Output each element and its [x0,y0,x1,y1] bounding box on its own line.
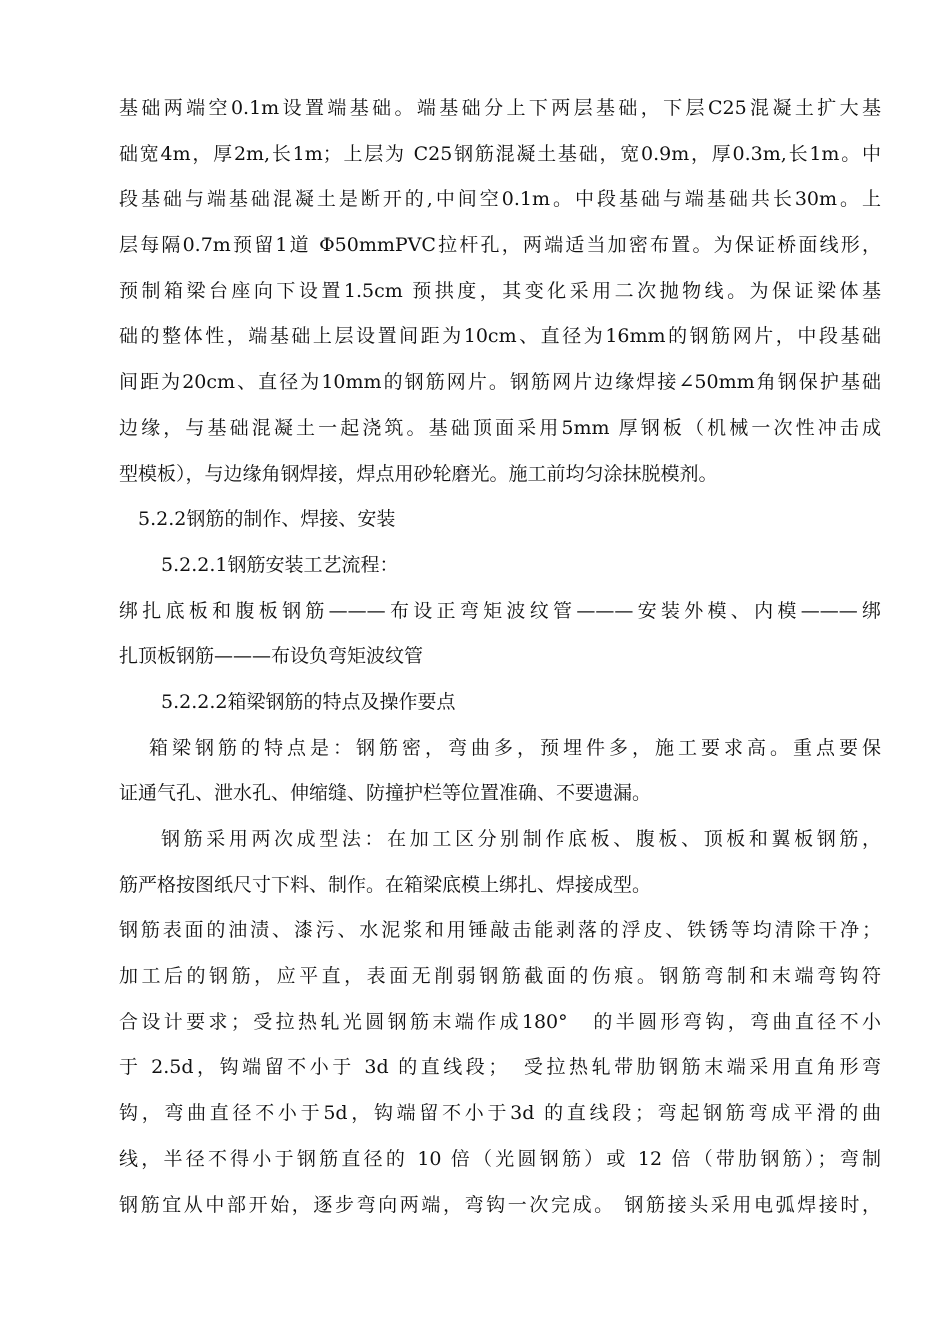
text-line: 钩，弯曲直径不小于5d，钩端留不小于3d 的直线段；弯起钢筋弯成平滑的曲 [119,1102,881,1125]
text-line: 合设计要求；受拉热轧光圆钢筋末端作成180° 的半圆形弯钩，弯曲直径不小 [119,1010,881,1033]
text-line: 钢筋采用两次成型法：在加工区分别制作底板、腹板、顶板和翼板钢筋， [161,828,881,850]
text-line: 扎顶板钢筋———布设负弯矩波纹管 [119,645,424,668]
text-line: 预制箱梁台座向下设置1.5cm 预拱度，其变化采用二次抛物线。为保证梁体基 [119,279,881,302]
text-line: 钢筋宜从中部开始，逐步弯向两端，弯钩一次完成。 钢筋接头采用电弧焊接时， [119,1193,881,1216]
text-line: 钢筋表面的油渍、漆污、水泥浆和用锤敲击能剥落的浮皮、铁锈等均清除干净； [119,919,881,942]
text-line: 绑扎底板和腹板钢筋———布设正弯矩波纹管———安装外模、内模———绑 [119,599,881,622]
text-line: 型模板），与边缘角钢焊接，焊点用砂轮磨光。施工前均匀涂抹脱模剂。 [119,462,718,485]
text-line: 证通气孔、泄水孔、伸缩缝、防撞护栏等位置准确、不要遗漏。 [119,782,652,805]
text-line: 筋严格按图纸尺寸下料、制作。在箱梁底模上绑扎、焊接成型。 [119,873,652,896]
section-heading: 5.2.2钢筋的制作、焊接、安装 [138,508,396,531]
text-line: 层每隔0.7m预留1道 Φ50mmPVC拉杆孔，两端适当加密布置。为保证桥面线形， [119,234,881,257]
text-line: 基础两端空0.1m设置端基础。端基础分上下两层基础，下层C25混凝土扩大基 [119,97,881,119]
text-line: 线，半径不得小于钢筋直径的 10 倍（光圆钢筋）或 12 倍（带肋钢筋）；弯制 [119,1147,881,1170]
text-line: 础宽4m，厚2m,长1m；上层为 C25钢筋混凝土基础，宽0.9m，厚0.3m,长1m。中 [119,142,881,165]
document-body [119,86,881,1228]
text-line: 间距为20cm、直径为10mm的钢筋网片。钢筋网片边缘焊接∠50mm角钢保护基础 [119,371,881,394]
text-line: 边缘，与基础混凝土一起浇筑。基础顶面采用5mm 厚钢板（机械一次性冲击成 [119,416,881,439]
text-line: 段基础与端基础混凝土是断开的,中间空0.1m。中段基础与端基础共长30m。上 [119,188,881,211]
subsection-heading: 5.2.2.2箱梁钢筋的特点及操作要点 [161,690,456,713]
text-line: 箱梁钢筋的特点是：钢筋密，弯曲多，预埋件多，施工要求高。重点要保 [149,736,881,759]
text-line: 于 2.5d，钩端留不小于 3d 的直线段； 受拉热轧带肋钢筋末端采用直角形弯 [119,1056,881,1079]
text-line: 加工后的钢筋，应平直，表面无削弱钢筋截面的伤痕。钢筋弯制和末端弯钩符 [119,965,881,988]
text-line: 础的整体性，端基础上层设置间距为10cm、直径为16mm的钢筋网片，中段基础 [119,325,881,348]
subsection-heading: 5.2.2.1钢筋安装工艺流程： [161,553,399,576]
